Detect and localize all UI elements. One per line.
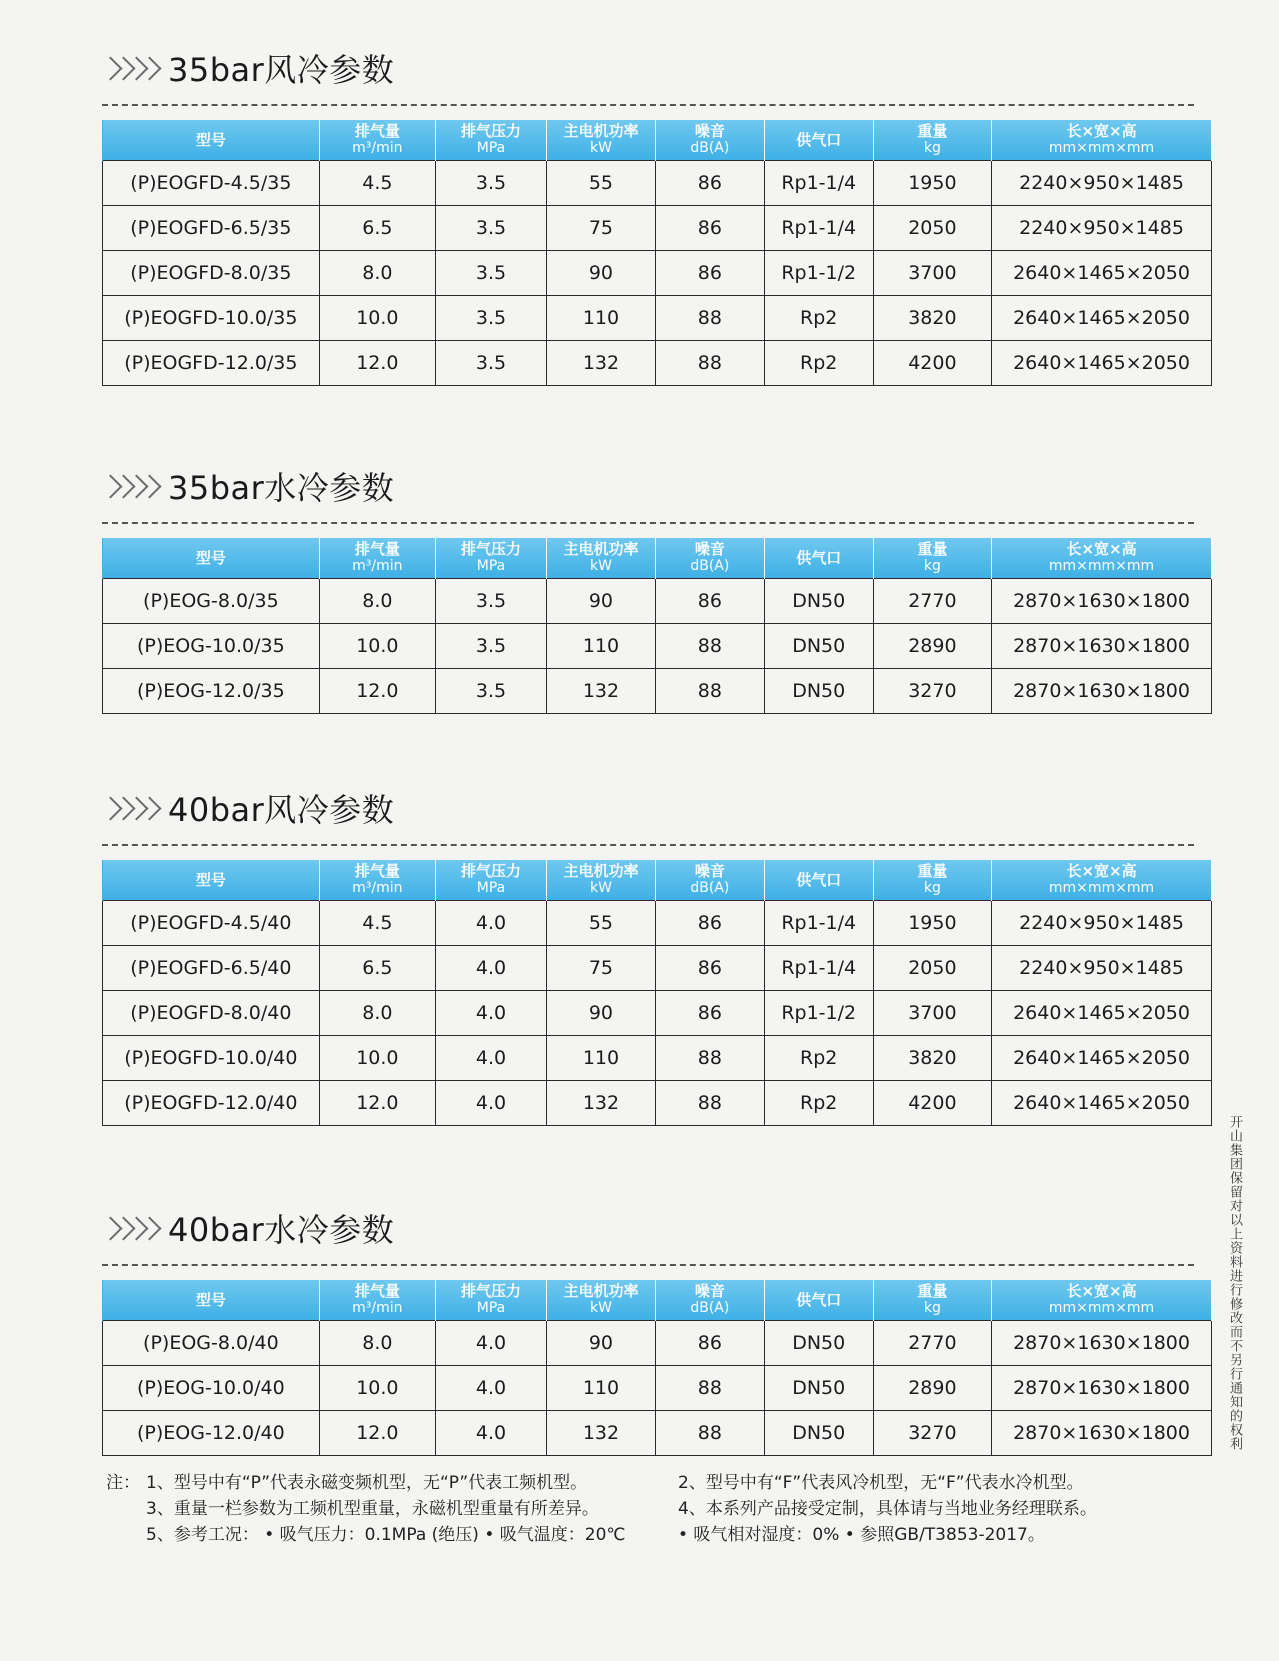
table-row [103, 341, 1212, 386]
table-cell: Rp1-1/4 [764, 161, 873, 206]
header-row [103, 860, 1212, 901]
table-cell: 86 [655, 991, 764, 1036]
table-cell: 88 [655, 1366, 764, 1411]
table-cell: Rp1-1/4 [764, 946, 873, 991]
table-cell: 88 [655, 341, 764, 386]
column-header [319, 1280, 435, 1321]
table-cell: 2240×950×1485 [992, 161, 1212, 206]
table-cell: 55 [547, 161, 656, 206]
column-header [436, 120, 547, 161]
column-header [873, 860, 991, 901]
table-cell: DN50 [764, 624, 873, 669]
table-cell: 2640×1465×2050 [992, 296, 1212, 341]
table-cell: 88 [655, 669, 764, 714]
column-header-label: 供气口 [796, 1290, 842, 1309]
column-header-label: 排气量 [354, 540, 400, 558]
table-cell: 4.5 [319, 901, 435, 946]
header-row [103, 120, 1212, 161]
column-header [319, 120, 435, 161]
column-header-unit: dB(A) [690, 558, 730, 574]
table-cell: (P)EOG-12.0/40 [103, 1411, 320, 1456]
table-cell: 12.0 [319, 669, 435, 714]
table-cell: 110 [547, 1036, 656, 1081]
table-row [103, 991, 1212, 1036]
table-cell: 4.0 [436, 946, 547, 991]
table-cell: 132 [547, 1411, 656, 1456]
spec-table [102, 120, 1212, 386]
table-cell: 2640×1465×2050 [992, 1081, 1212, 1126]
table-cell: 88 [655, 296, 764, 341]
column-header [547, 860, 656, 901]
column-header-unit: mm×mm×mm [1048, 558, 1155, 574]
column-header-label: 排气量 [354, 1282, 400, 1300]
table-cell: 86 [655, 251, 764, 296]
table-row [103, 251, 1212, 296]
chevrons-icon [102, 60, 154, 77]
table-cell: 2640×1465×2050 [992, 991, 1212, 1036]
column-header-unit: MPa [476, 140, 506, 156]
section-40bar-air-cooled [102, 778, 1212, 1126]
table-cell: 2050 [873, 206, 991, 251]
table-cell: 6.5 [319, 946, 435, 991]
column-header-unit: kW [589, 880, 612, 896]
chevrons-icon [102, 1220, 154, 1237]
column-header [764, 1280, 873, 1321]
column-header-unit: MPa [476, 880, 506, 896]
footnotes [106, 1470, 1150, 1548]
column-header [319, 538, 435, 579]
table-cell: 3.5 [436, 296, 547, 341]
table-cell: 110 [547, 624, 656, 669]
column-header [319, 860, 435, 901]
column-header [992, 860, 1212, 901]
table-cell: 132 [547, 669, 656, 714]
table-cell: (P)EOGFD-12.0/35 [103, 341, 320, 386]
table-cell: 86 [655, 206, 764, 251]
table-row [103, 206, 1212, 251]
column-header-label: 型号 [195, 130, 226, 149]
column-header-label: 排气压力 [460, 862, 521, 880]
column-header-label: 供气口 [796, 130, 842, 149]
column-header [992, 120, 1212, 161]
table-cell: (P)EOGFD-4.5/40 [103, 901, 320, 946]
table-cell: 2870×1630×1800 [992, 1411, 1212, 1456]
note-5: 5、参考工况： • 吸气压力：0.1MPa (绝压) • 吸气温度：20℃ [146, 1525, 626, 1545]
table-cell: 4.0 [436, 1321, 547, 1366]
table-cell: 2870×1630×1800 [992, 1366, 1212, 1411]
table-cell: Rp2 [764, 341, 873, 386]
column-header-unit: mm×mm×mm [1048, 1300, 1155, 1316]
table-cell: DN50 [764, 579, 873, 624]
note-row [146, 1496, 1150, 1522]
column-header-label: 排气压力 [460, 1282, 521, 1300]
section-title: 40bar水冷参数 [168, 1211, 395, 1249]
column-header-label: 供气口 [796, 548, 842, 567]
table-cell: 3820 [873, 1036, 991, 1081]
table-cell: 90 [547, 579, 656, 624]
section-40bar-water-cooled [102, 1198, 1212, 1456]
table-cell: (P)EOG-8.0/40 [103, 1321, 320, 1366]
note-4: 4、本系列产品接受定制，具体请与当地业务经理联系。 [678, 1499, 1097, 1519]
table-row [103, 1081, 1212, 1126]
column-header-unit: m³/min [352, 880, 403, 896]
table-cell: 75 [547, 206, 656, 251]
column-header [436, 1280, 547, 1321]
dashed-divider [102, 104, 1194, 106]
table-cell: 55 [547, 901, 656, 946]
table-cell: 10.0 [319, 1036, 435, 1081]
table-cell: (P)EOGFD-10.0/35 [103, 296, 320, 341]
column-header-unit: kg [923, 880, 941, 896]
table-cell: 3270 [873, 1411, 991, 1456]
table-cell: Rp1-1/4 [764, 901, 873, 946]
table-cell: Rp2 [764, 296, 873, 341]
table-cell: DN50 [764, 669, 873, 714]
table-cell: 90 [547, 1321, 656, 1366]
table-cell: 90 [547, 991, 656, 1036]
spec-table [102, 538, 1212, 714]
table-cell: 4.0 [436, 1411, 547, 1456]
note-row [146, 1522, 1150, 1548]
table-cell: 10.0 [319, 296, 435, 341]
table-cell: 4.0 [436, 1081, 547, 1126]
column-header [103, 120, 320, 161]
column-header [655, 538, 764, 579]
table-cell: 10.0 [319, 624, 435, 669]
column-header [873, 538, 991, 579]
column-header-label: 噪音 [694, 122, 725, 140]
table-cell: (P)EOGFD-6.5/35 [103, 206, 320, 251]
table-cell: 88 [655, 1081, 764, 1126]
column-header [655, 860, 764, 901]
table-cell: 3.5 [436, 669, 547, 714]
column-header-unit: kg [923, 1300, 941, 1316]
table-cell: Rp1-1/2 [764, 251, 873, 296]
column-header-unit: kW [589, 1300, 612, 1316]
table-cell: (P)EOG-12.0/35 [103, 669, 320, 714]
column-header-label: 型号 [195, 870, 226, 889]
note-5-cont: • 吸气相对湿度：0% • 参照GB/T3853-2017。 [678, 1525, 1045, 1545]
table-cell: (P)EOGFD-8.0/35 [103, 251, 320, 296]
table-row [103, 1321, 1212, 1366]
column-header-label: 供气口 [796, 870, 842, 889]
table-cell: 4.0 [436, 1366, 547, 1411]
column-header [764, 120, 873, 161]
table-cell: 12.0 [319, 1411, 435, 1456]
table-cell: 2770 [873, 579, 991, 624]
column-header-unit: m³/min [352, 140, 403, 156]
column-header-label: 主电机功率 [563, 1282, 639, 1300]
column-header [992, 538, 1212, 579]
table-cell: 1950 [873, 161, 991, 206]
column-header-label: 排气压力 [460, 122, 521, 140]
table-row [103, 1366, 1212, 1411]
table-cell: 2870×1630×1800 [992, 1321, 1212, 1366]
table-cell: 8.0 [319, 579, 435, 624]
table-cell: 4200 [873, 1081, 991, 1126]
table-cell: 110 [547, 296, 656, 341]
column-header [103, 1280, 320, 1321]
table-cell: 12.0 [319, 1081, 435, 1126]
chevrons-icon [102, 478, 154, 495]
column-header-label: 主电机功率 [563, 862, 639, 880]
column-header-label: 主电机功率 [563, 122, 639, 140]
table-cell: DN50 [764, 1366, 873, 1411]
column-header-label: 重量 [917, 1282, 948, 1300]
column-header-label: 排气压力 [460, 540, 521, 558]
column-header [547, 538, 656, 579]
table-cell: Rp1-1/2 [764, 991, 873, 1036]
column-header [992, 1280, 1212, 1321]
column-header-label: 长×宽×高 [1066, 1282, 1137, 1300]
table-cell: 4.5 [319, 161, 435, 206]
column-header-label: 型号 [195, 548, 226, 567]
table-cell: 86 [655, 161, 764, 206]
table-cell: 4.0 [436, 901, 547, 946]
section-35bar-water-cooled [102, 456, 1212, 714]
table-cell: DN50 [764, 1411, 873, 1456]
table-cell: Rp2 [764, 1036, 873, 1081]
table-cell: 3.5 [436, 206, 547, 251]
table-cell: 2870×1630×1800 [992, 624, 1212, 669]
table-cell: 8.0 [319, 991, 435, 1036]
table-cell: 110 [547, 1366, 656, 1411]
column-header-label: 长×宽×高 [1066, 862, 1137, 880]
table-cell: 3700 [873, 251, 991, 296]
table-cell: (P)EOGFD-6.5/40 [103, 946, 320, 991]
spec-table [102, 1280, 1212, 1456]
column-header-label: 长×宽×高 [1066, 122, 1137, 140]
table-cell: 86 [655, 901, 764, 946]
column-header-label: 重量 [917, 862, 948, 880]
table-cell: 3270 [873, 669, 991, 714]
column-header-label: 噪音 [694, 540, 725, 558]
section-title: 35bar风冷参数 [168, 51, 395, 89]
column-header [103, 860, 320, 901]
table-cell: 132 [547, 1081, 656, 1126]
table-row [103, 1411, 1212, 1456]
note-3: 3、重量一栏参数为工频机型重量，永磁机型重量有所差异。 [146, 1499, 599, 1519]
chevrons-icon [102, 800, 154, 817]
column-header-label: 噪音 [694, 1282, 725, 1300]
table-cell: 88 [655, 624, 764, 669]
table-cell: 3700 [873, 991, 991, 1036]
column-header-label: 排气量 [354, 862, 400, 880]
table-cell: 4.0 [436, 1036, 547, 1081]
column-header-label: 重量 [917, 540, 948, 558]
table-cell: 8.0 [319, 1321, 435, 1366]
table-cell: (P)EOG-10.0/35 [103, 624, 320, 669]
note-row [146, 1470, 1150, 1496]
section-35bar-air-cooled [102, 38, 1212, 386]
column-header-label: 长×宽×高 [1066, 540, 1137, 558]
table-row [103, 579, 1212, 624]
table-cell: 132 [547, 341, 656, 386]
header-row [103, 538, 1212, 579]
header-row [103, 1280, 1212, 1321]
column-header-unit: mm×mm×mm [1048, 880, 1155, 896]
table-cell: 2240×950×1485 [992, 206, 1212, 251]
table-cell: Rp1-1/4 [764, 206, 873, 251]
table-cell: 2640×1465×2050 [992, 341, 1212, 386]
table-cell: 2640×1465×2050 [992, 1036, 1212, 1081]
column-header-unit: kW [589, 558, 612, 574]
section-header [102, 1198, 1212, 1258]
table-row [103, 624, 1212, 669]
table-row [103, 669, 1212, 714]
side-disclaimer: 开山集团保留对以上资料进行修改而不另行通知的权利 [1227, 1115, 1242, 1451]
table-cell: 4200 [873, 341, 991, 386]
table-cell: 86 [655, 1321, 764, 1366]
dashed-divider [102, 522, 1194, 524]
column-header [547, 120, 656, 161]
table-cell: (P)EOGFD-4.5/35 [103, 161, 320, 206]
column-header-label: 主电机功率 [563, 540, 639, 558]
table-cell: 3.5 [436, 579, 547, 624]
table-cell: 75 [547, 946, 656, 991]
table-cell: (P)EOG-10.0/40 [103, 1366, 320, 1411]
column-header [436, 538, 547, 579]
table-cell: 1950 [873, 901, 991, 946]
column-header-unit: kg [923, 558, 941, 574]
table-cell: 8.0 [319, 251, 435, 296]
column-header-unit: MPa [476, 558, 506, 574]
table-cell: 86 [655, 579, 764, 624]
table-cell: 3820 [873, 296, 991, 341]
note-2: 2、型号中有“F”代表风冷机型，无“F”代表水冷机型。 [678, 1473, 1084, 1493]
column-header-unit: MPa [476, 1300, 506, 1316]
table-cell: 10.0 [319, 1366, 435, 1411]
column-header-unit: kW [589, 140, 612, 156]
table-cell: 90 [547, 251, 656, 296]
table-cell: (P)EOGFD-10.0/40 [103, 1036, 320, 1081]
table-cell: (P)EOG-8.0/35 [103, 579, 320, 624]
table-cell: (P)EOGFD-8.0/40 [103, 991, 320, 1036]
table-cell: 2240×950×1485 [992, 946, 1212, 991]
table-row [103, 946, 1212, 991]
column-header [873, 120, 991, 161]
table-row [103, 901, 1212, 946]
column-header-unit: m³/min [352, 558, 403, 574]
table-cell: 2640×1465×2050 [992, 251, 1212, 296]
table-row [103, 161, 1212, 206]
table-cell: 88 [655, 1411, 764, 1456]
table-cell: 2050 [873, 946, 991, 991]
section-title: 40bar风冷参数 [168, 791, 395, 829]
column-header-unit: mm×mm×mm [1048, 140, 1155, 156]
table-row [103, 1036, 1212, 1081]
table-cell: 3.5 [436, 251, 547, 296]
column-header-label: 排气量 [354, 122, 400, 140]
table-cell: 12.0 [319, 341, 435, 386]
table-cell: (P)EOGFD-12.0/40 [103, 1081, 320, 1126]
table-cell: 2890 [873, 1366, 991, 1411]
table-cell: 3.5 [436, 341, 547, 386]
column-header [547, 1280, 656, 1321]
table-cell: 2890 [873, 624, 991, 669]
column-header [873, 1280, 991, 1321]
table-cell: 2770 [873, 1321, 991, 1366]
column-header [764, 538, 873, 579]
section-title: 35bar水冷参数 [168, 469, 395, 507]
table-cell: 2870×1630×1800 [992, 579, 1212, 624]
column-header-unit: dB(A) [690, 880, 730, 896]
table-cell: 3.5 [436, 161, 547, 206]
column-header-label: 型号 [195, 1290, 226, 1309]
note-1: 1、型号中有“P”代表永磁变频机型，无“P”代表工频机型。 [146, 1473, 588, 1493]
column-header-label: 重量 [917, 122, 948, 140]
table-cell: Rp2 [764, 1081, 873, 1126]
table-cell: 2240×950×1485 [992, 901, 1212, 946]
table-cell: 3.5 [436, 624, 547, 669]
table-cell: 6.5 [319, 206, 435, 251]
notes-label: 注： [106, 1473, 140, 1493]
table-cell: 2870×1630×1800 [992, 669, 1212, 714]
column-header [103, 538, 320, 579]
column-header-label: 噪音 [694, 862, 725, 880]
section-header [102, 456, 1212, 516]
table-cell: DN50 [764, 1321, 873, 1366]
section-header [102, 778, 1212, 838]
column-header-unit: kg [923, 140, 941, 156]
column-header-unit: m³/min [352, 1300, 403, 1316]
table-cell: 88 [655, 1036, 764, 1081]
column-header [655, 1280, 764, 1321]
table-cell: 4.0 [436, 991, 547, 1036]
table-cell: 86 [655, 946, 764, 991]
section-header [102, 38, 1212, 98]
table-row [103, 296, 1212, 341]
spec-table [102, 860, 1212, 1126]
dashed-divider [102, 844, 1194, 846]
column-header-unit: dB(A) [690, 140, 730, 156]
dashed-divider [102, 1264, 1194, 1266]
column-header [764, 860, 873, 901]
column-header [655, 120, 764, 161]
column-header-unit: dB(A) [690, 1300, 730, 1316]
column-header [436, 860, 547, 901]
